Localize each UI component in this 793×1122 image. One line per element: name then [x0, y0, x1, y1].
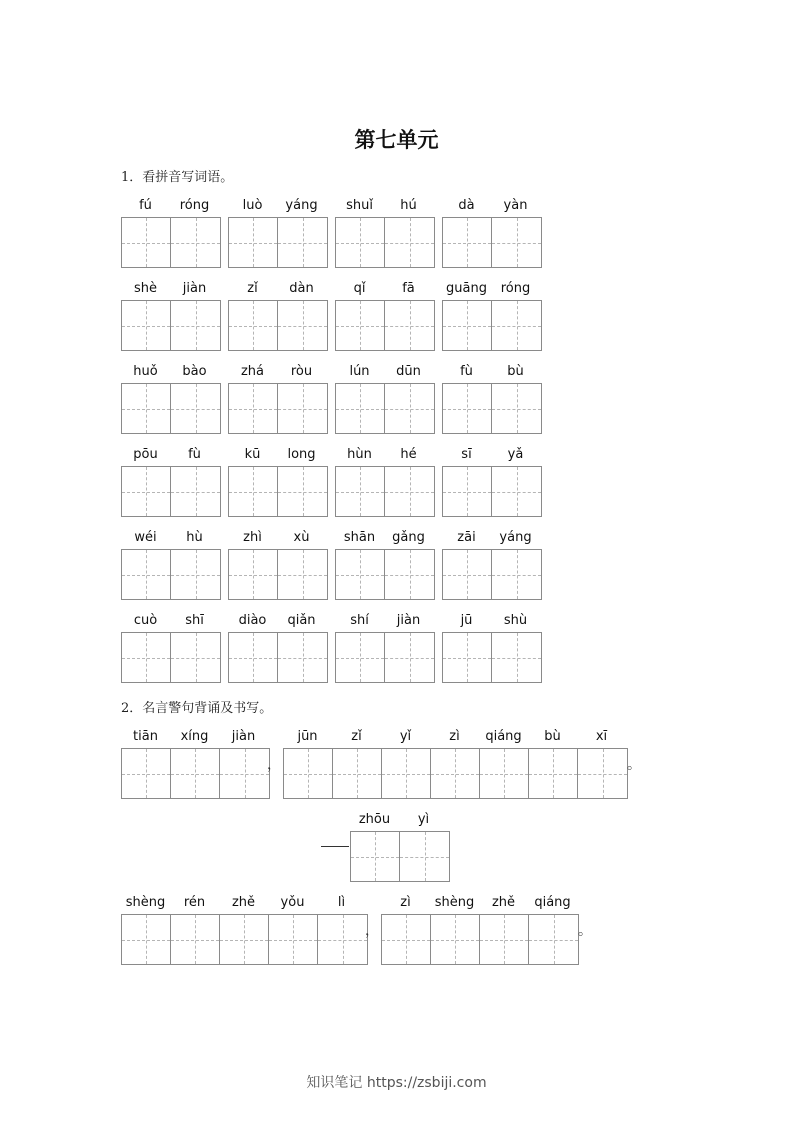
writing-cell[interactable] — [171, 218, 220, 267]
writing-cell[interactable] — [336, 218, 385, 267]
writing-cell[interactable] — [122, 550, 171, 599]
writing-cell[interactable] — [220, 915, 269, 964]
pinyin-label: lún — [349, 364, 370, 379]
writing-box — [442, 217, 542, 268]
writing-cell[interactable] — [171, 550, 220, 599]
pinyin-label: hé — [400, 447, 417, 462]
pinyin-label: zì — [400, 895, 411, 910]
writing-box — [335, 466, 435, 517]
writing-cell[interactable] — [336, 467, 385, 516]
pinyin-label: xī — [595, 729, 608, 744]
writing-cell[interactable] — [492, 550, 541, 599]
pinyin-label: pōu — [133, 447, 158, 462]
pinyin-label: shè — [133, 281, 157, 296]
writing-cell[interactable] — [492, 384, 541, 433]
writing-box — [121, 466, 221, 517]
pinyin-label: lì — [337, 895, 346, 910]
pinyin-label: yǐ — [399, 729, 412, 744]
writing-box — [121, 300, 221, 351]
writing-box — [121, 549, 221, 600]
pinyin-label: sī — [461, 447, 472, 462]
attribution-dash — [321, 846, 349, 847]
pinyin-label: yáng — [499, 530, 532, 545]
pinyin-label: diào — [238, 613, 267, 628]
writing-cell[interactable] — [318, 915, 367, 964]
pinyin-label: bù — [544, 729, 561, 744]
pinyin-label: jiàn — [396, 613, 421, 628]
writing-cell[interactable] — [385, 218, 434, 267]
writing-box — [283, 748, 628, 799]
pinyin-label: long — [287, 447, 316, 462]
writing-box — [121, 914, 368, 965]
writing-cell[interactable] — [492, 633, 541, 682]
writing-cell[interactable] — [171, 301, 220, 350]
pinyin-label: dà — [458, 198, 475, 213]
pinyin-label: shān — [343, 530, 376, 545]
writing-cell[interactable] — [336, 550, 385, 599]
pinyin-label: zhě — [231, 895, 256, 910]
pinyin-label: shèng — [125, 895, 166, 910]
pinyin-label: fā — [402, 281, 415, 296]
pinyin-label: yì — [417, 812, 430, 827]
pinyin-label: xù — [293, 530, 310, 545]
writing-cell[interactable] — [171, 467, 220, 516]
pinyin-label: dàn — [289, 281, 314, 296]
pinyin-label: zhě — [491, 895, 516, 910]
comma: ， — [365, 923, 379, 939]
pinyin-label: shù — [503, 613, 528, 628]
pinyin-label: zǐ — [247, 281, 258, 296]
pinyin-label: qiáng — [485, 729, 522, 744]
pinyin-label: hùn — [347, 447, 372, 462]
writing-box — [442, 383, 542, 434]
pinyin-label: tiān — [133, 729, 158, 744]
writing-cell[interactable] — [336, 384, 385, 433]
writing-cell[interactable] — [278, 218, 327, 267]
writing-cell[interactable] — [529, 915, 578, 964]
writing-box — [121, 748, 270, 799]
writing-box — [335, 217, 435, 268]
writing-cell[interactable] — [351, 832, 400, 881]
writing-cell[interactable] — [492, 218, 541, 267]
pinyin-label: zhì — [243, 530, 262, 545]
writing-cell[interactable] — [122, 633, 171, 682]
writing-cell[interactable] — [278, 550, 327, 599]
pinyin-label: róng — [179, 198, 210, 213]
pinyin-label: shī — [185, 613, 204, 628]
writing-cell[interactable] — [443, 467, 492, 516]
writing-box — [442, 300, 542, 351]
writing-box — [121, 383, 221, 434]
writing-cell[interactable] — [443, 301, 492, 350]
writing-cell[interactable] — [229, 218, 278, 267]
writing-box — [350, 831, 450, 882]
pinyin-label: zāi — [457, 530, 476, 545]
writing-box — [228, 217, 328, 268]
pinyin-label: cuò — [133, 613, 158, 628]
writing-box — [442, 632, 542, 683]
writing-cell[interactable] — [385, 550, 434, 599]
pinyin-label: jiàn — [231, 729, 256, 744]
writing-cell[interactable] — [278, 633, 327, 682]
pinyin-label: yàn — [503, 198, 528, 213]
writing-box — [228, 300, 328, 351]
writing-cell[interactable] — [122, 384, 171, 433]
writing-box — [121, 217, 221, 268]
pinyin-label: guāng — [446, 281, 487, 296]
writing-cell[interactable] — [578, 749, 627, 798]
pinyin-label: jū — [460, 613, 473, 628]
writing-box — [442, 466, 542, 517]
pinyin-label: qǐ — [353, 281, 366, 296]
writing-cell[interactable] — [122, 915, 171, 964]
writing-cell[interactable] — [171, 633, 220, 682]
writing-cell[interactable] — [480, 915, 529, 964]
pinyin-label: bào — [182, 364, 207, 379]
writing-cell[interactable] — [382, 749, 431, 798]
pinyin-label: wéi — [134, 530, 157, 545]
writing-cell[interactable] — [220, 749, 269, 798]
pinyin-label: shèng — [434, 895, 475, 910]
writing-box — [121, 632, 221, 683]
writing-cell[interactable] — [385, 384, 434, 433]
pinyin-label: zhá — [240, 364, 265, 379]
pinyin-label: hù — [186, 530, 203, 545]
writing-cell[interactable] — [171, 915, 220, 964]
writing-box — [228, 549, 328, 600]
writing-cell[interactable] — [529, 749, 578, 798]
writing-cell[interactable] — [336, 301, 385, 350]
pinyin-label: zhōu — [358, 812, 391, 827]
writing-box — [228, 466, 328, 517]
writing-cell[interactable] — [269, 915, 318, 964]
pinyin-label: huǒ — [133, 364, 158, 379]
footer-watermark: 知识笔记 https://zsbiji.com — [306, 1075, 487, 1091]
pinyin-label: ròu — [290, 364, 313, 379]
writing-cell[interactable] — [229, 467, 278, 516]
pinyin-label: bù — [507, 364, 524, 379]
writing-cell[interactable] — [122, 301, 171, 350]
pinyin-label: shuǐ — [346, 198, 373, 213]
writing-cell[interactable] — [229, 301, 278, 350]
pinyin-label: xíng — [180, 729, 209, 744]
writing-cell[interactable] — [229, 633, 278, 682]
writing-box — [381, 914, 579, 965]
writing-cell[interactable] — [431, 749, 480, 798]
writing-cell[interactable] — [229, 550, 278, 599]
pinyin-label: jūn — [297, 729, 318, 744]
writing-cell[interactable] — [122, 749, 171, 798]
writing-cell[interactable] — [333, 749, 382, 798]
pinyin-label: qiǎn — [287, 613, 316, 628]
writing-box — [228, 632, 328, 683]
pinyin-label: fú — [139, 198, 152, 213]
writing-cell[interactable] — [492, 467, 541, 516]
pinyin-label: yáng — [285, 198, 318, 213]
writing-box — [228, 383, 328, 434]
question-2-label: 2．名言警句背诵及书写。 — [121, 701, 273, 716]
pinyin-label: zì — [449, 729, 460, 744]
writing-cell[interactable] — [443, 550, 492, 599]
writing-box — [335, 549, 435, 600]
writing-cell[interactable] — [400, 832, 449, 881]
writing-cell[interactable] — [385, 301, 434, 350]
question-1-label: 1．看拼音写词语。 — [121, 170, 234, 185]
pinyin-label: yǎ — [507, 447, 524, 462]
pinyin-label: kū — [244, 447, 261, 462]
writing-cell[interactable] — [122, 218, 171, 267]
pinyin-label: shí — [350, 613, 369, 628]
writing-cell[interactable] — [480, 749, 529, 798]
writing-cell[interactable] — [443, 218, 492, 267]
writing-cell[interactable] — [385, 467, 434, 516]
pinyin-label: fù — [460, 364, 473, 379]
writing-box — [335, 300, 435, 351]
writing-cell[interactable] — [385, 633, 434, 682]
writing-box — [442, 549, 542, 600]
writing-cell[interactable] — [229, 384, 278, 433]
pinyin-label: qiáng — [534, 895, 571, 910]
writing-cell[interactable] — [122, 467, 171, 516]
writing-cell[interactable] — [278, 467, 327, 516]
writing-cell[interactable] — [443, 633, 492, 682]
writing-cell[interactable] — [492, 301, 541, 350]
writing-cell[interactable] — [443, 384, 492, 433]
period: 。 — [578, 923, 592, 939]
writing-box — [335, 632, 435, 683]
page-title: 第七单元 — [354, 128, 439, 152]
pinyin-label: luò — [242, 198, 263, 213]
writing-cell[interactable] — [278, 301, 327, 350]
pinyin-label: zǐ — [351, 729, 362, 744]
writing-box — [335, 383, 435, 434]
pinyin-label: fù — [188, 447, 201, 462]
writing-cell[interactable] — [278, 384, 327, 433]
pinyin-label: dūn — [396, 364, 421, 379]
period: 。 — [627, 757, 641, 773]
writing-cell[interactable] — [284, 749, 333, 798]
pinyin-label: gǎng — [392, 530, 425, 545]
pinyin-label: hú — [400, 198, 417, 213]
pinyin-label: yǒu — [280, 895, 305, 910]
writing-cell[interactable] — [431, 915, 480, 964]
writing-cell[interactable] — [171, 749, 220, 798]
pinyin-label: rén — [183, 895, 206, 910]
pinyin-label: róng — [500, 281, 531, 296]
writing-cell[interactable] — [382, 915, 431, 964]
writing-cell[interactable] — [336, 633, 385, 682]
writing-cell[interactable] — [171, 384, 220, 433]
pinyin-label: jiàn — [182, 281, 207, 296]
comma: ， — [267, 757, 281, 773]
